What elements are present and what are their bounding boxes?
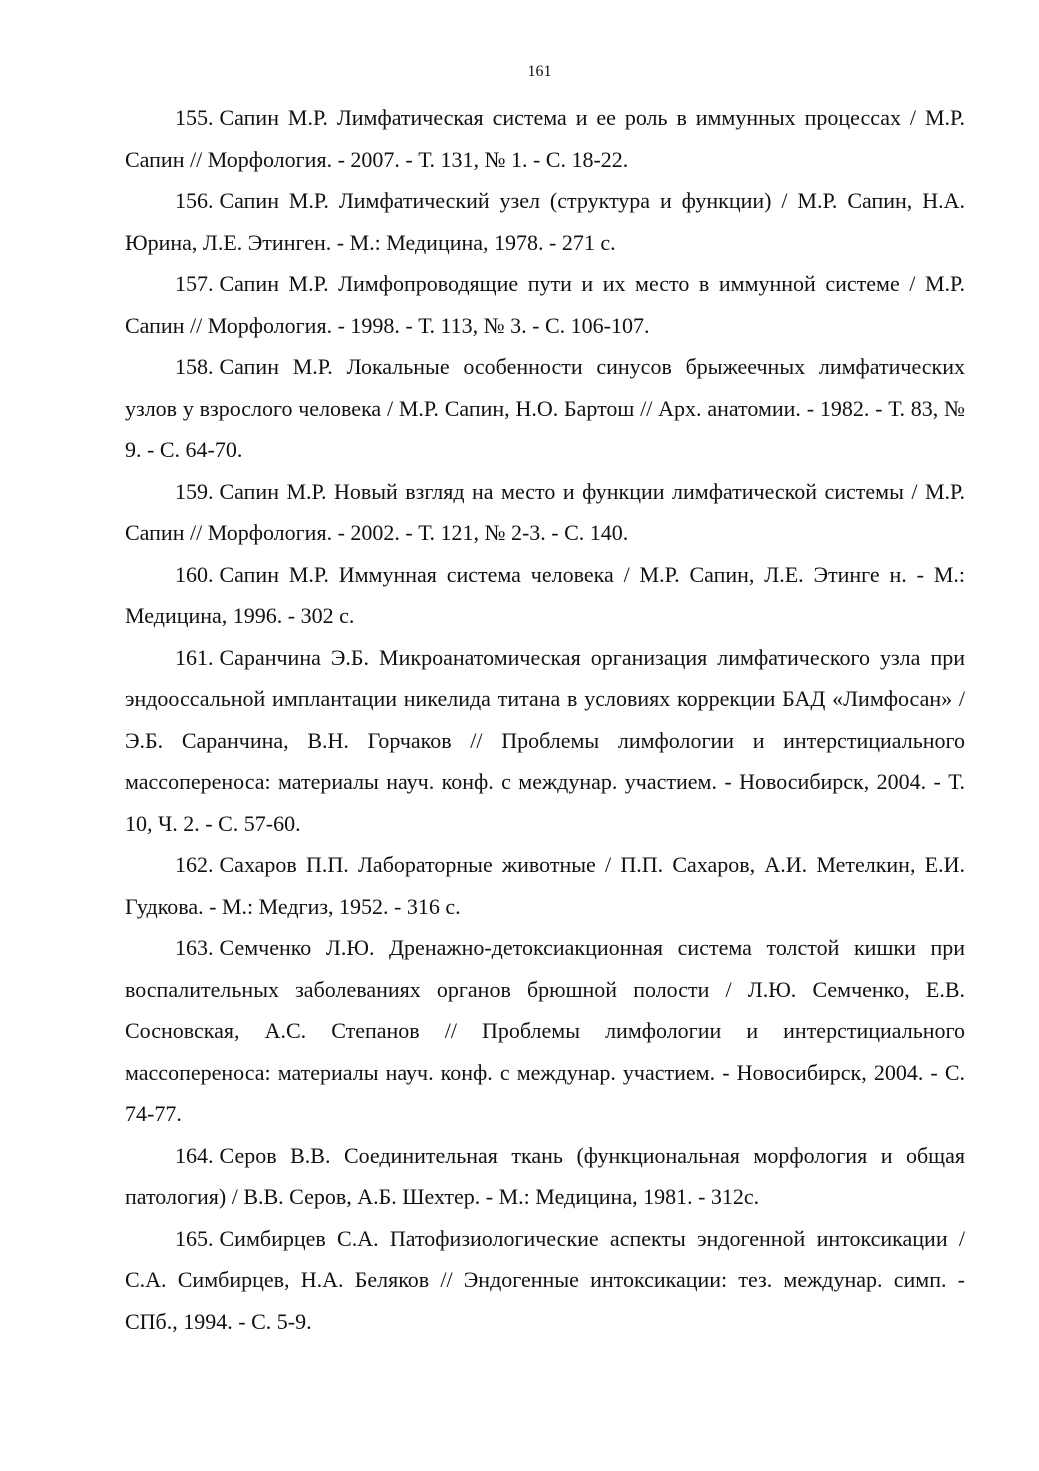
reference-number: 156.: [175, 188, 214, 213]
reference-item: [125, 263, 965, 346]
reference-number: 162.: [175, 852, 214, 877]
reference-item: [125, 1218, 965, 1343]
reference-text: Симбирцев С.А. Патофизиологические аспекты эндогенной интоксикации / С.А. Симбирцев, Н.А. Беляков // Эндогенные интоксикации: тез. междунар. симп. - СПб., 1994. - С. 5-9.: [125, 1225, 965, 1334]
reference-item: [125, 97, 965, 180]
reference-item: [125, 471, 965, 554]
reference-text: Сапин М.Р. Лимфатический узел (структура и функции) / М.Р. Сапин, Н.А. Юрина, Л.Е. Этинген. - М.: Медицина, 1978. - 271 с.: [125, 188, 965, 255]
reference-item: [125, 927, 965, 1135]
reference-list: [125, 97, 965, 1342]
reference-item: [125, 637, 965, 845]
reference-text: Сапин М.Р. Локальные особенности синусов брыжеечных лимфатических узлов у взрослого человека / М.Р. Сапин, Н.О. Бартош // Арх. анатомии. - 1982. - Т. 83, № 9. - С. 64-70.: [125, 354, 965, 462]
reference-item: [125, 180, 965, 263]
page-number: 161: [527, 63, 552, 80]
reference-text: Сапин М.Р. Лимфатическая система и ее роль в иммунных процессах / М.Р. Сапин // Морфология. - 2007. - Т. 131, № 1. - С. 18-22.: [125, 105, 965, 172]
reference-number: 163.: [175, 935, 214, 960]
reference-text: Серов В.В. Соединительная ткань (функциональная морфология и общая патология) / В.В. Серов, А.Б. Шехтер. - М.: Медицина, 1981. - 312с.: [125, 1142, 965, 1209]
reference-item: [125, 346, 965, 471]
reference-item: [125, 554, 965, 637]
reference-number: 155.: [175, 105, 214, 130]
reference-text: Саранчина Э.Б. Микроанатомическая организация лимфатического узла при эндооссальной имплантации никелида титана в условиях коррекции БАД «Лимфосан» / Э.Б. Саранчина, В.Н. Горчаков // Проблемы лимфологии и интерстициального массопереноса: материалы науч. конф. с междунар. участием. - Новосибирск, 2004. - Т. 10, Ч. 2. - С. 57-60.: [125, 644, 965, 836]
reference-item: [125, 1135, 965, 1218]
reference-text: Сапин М.Р. Лимфопроводящие пути и их место в иммунной системе / М.Р. Сапин // Морфология. - 1998. - Т. 113, № 3. - С. 106-107.: [125, 271, 965, 338]
reference-number: 158.: [175, 354, 214, 379]
reference-number: 161.: [175, 644, 214, 670]
reference-number: 159.: [175, 478, 214, 504]
reference-item: [125, 844, 965, 927]
reference-number: 165.: [175, 1225, 214, 1251]
reference-number: 164.: [175, 1142, 214, 1168]
reference-text: Сапин М.Р. Новый взгляд на место и функции лимфатической системы / М.Р. Сапин // Морфология. - 2002. - Т. 121, № 2-3. - С. 140.: [125, 478, 965, 545]
reference-number: 157.: [175, 271, 214, 296]
reference-text: Сапин М.Р. Иммунная система человека / М.Р. Сапин, Л.Е. Этинге н. - М.: Медицина, 1996. - 302 с.: [125, 561, 965, 628]
reference-text: Семченко Л.Ю. Дренажно-детоксиакционная система толстой кишки при воспалительных заболеваниях органов брюшной полости / Л.Ю. Семченко, Е.В. Сосновская, А.С. Степанов // Проблемы лимфологии и интерстициального массопереноса: материалы науч. конф. с междунар. участием. - Новосибирск, 2004. - С. 74-77.: [125, 935, 965, 1126]
reference-number: 160.: [175, 561, 214, 587]
reference-text: Сахаров П.П. Лабораторные животные / П.П. Сахаров, А.И. Метелкин, Е.И. Гудкова. - М.: Медгиз, 1952. - 316 с.: [125, 852, 965, 919]
